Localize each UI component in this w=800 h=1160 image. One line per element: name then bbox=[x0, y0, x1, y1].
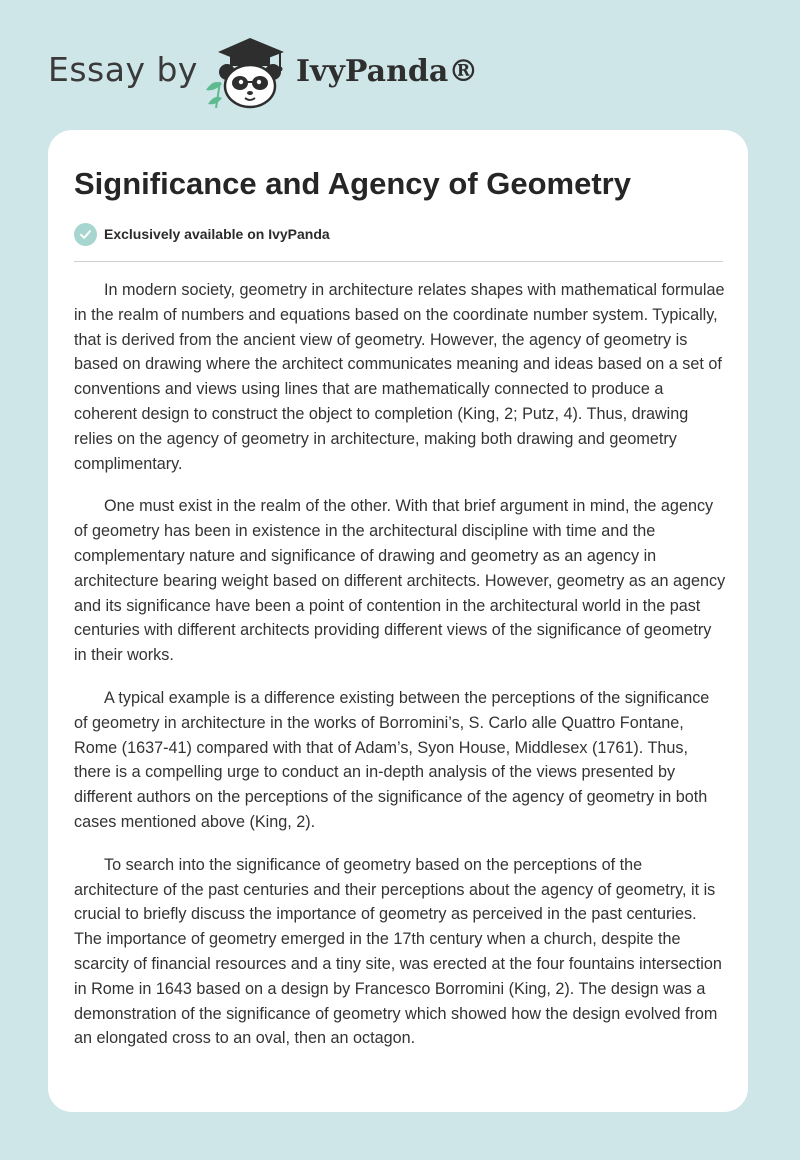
divider bbox=[74, 261, 723, 262]
availability-badge bbox=[74, 222, 330, 246]
check-icon bbox=[74, 223, 97, 246]
panda-logo-icon[interactable] bbox=[200, 34, 292, 110]
paragraph: A typical example is a difference existing between the perceptions of the significance of geometry in architecture in the works of Borromini’s, S. Carlo alle Quattro Fontane, Rome (1637-41) compared with that of Adam’s, Syon House, Middlesex (1761). Thus, there is a compelling urge to conduct an in-depth analysis of the views presented by different authors on the perceptions of the significance of the agency of geometry in both cases mentioned above (King, 2). bbox=[74, 688, 710, 831]
essay-by-label: Essay by bbox=[48, 50, 198, 89]
site-header bbox=[48, 34, 508, 110]
paragraph: To search into the significance of geometry based on the perceptions of the architecture of the past centuries and their perceptions about the agency of geometry, it is crucial to briefly discuss the importance of geometry as perceived in the past centuries. The importance of geometry emerged in the 17th century when a church, despite the scarcity of financial resources and a tiny site, was erected at the four fountains intersection in Rome in 1643 based on a design by Francesco Borromini (King, 2). The design was a demonstration of the significance of geometry which showed how the design evolved from an elongated cross to an oval, then an octagon. bbox=[74, 855, 722, 1048]
brand-name[interactable]: IvyPanda® bbox=[296, 54, 479, 89]
essay-body bbox=[74, 278, 726, 1069]
paragraph: In modern society, geometry in architecture relates shapes with mathematical formulae in the realm of numbers and equations based on the coordinate number system. Typically, that is derived from the ancient view of geometry. However, the agency of geometry is based on drawing where the architect communicates meaning and ideas based on a set of conventions and views using lines that are mathematically connected to produce a coherent design to construct the object to completion (King, 2; Putz, 4). Thus, drawing relies on the agency of geometry in architecture, making both drawing and geometry complimentary. bbox=[74, 281, 725, 473]
paragraph: One must exist in the realm of the other. With that brief argument in mind, the agency of geometry has been in existence in the architectural discipline with time and the complementary nature and significance of drawing and geometry as an agency in architecture bearing weight based on different architects. However, geometry as an agency and its significance have been a point of contention in the architectural world in the past centuries with different architects providing different views of the significance of geometry in their works. bbox=[74, 497, 726, 665]
essay-card bbox=[48, 130, 748, 1112]
badge-label: Exclusively available on IvyPanda bbox=[104, 226, 330, 242]
page-title: Significance and Agency of Geometry bbox=[74, 166, 631, 201]
